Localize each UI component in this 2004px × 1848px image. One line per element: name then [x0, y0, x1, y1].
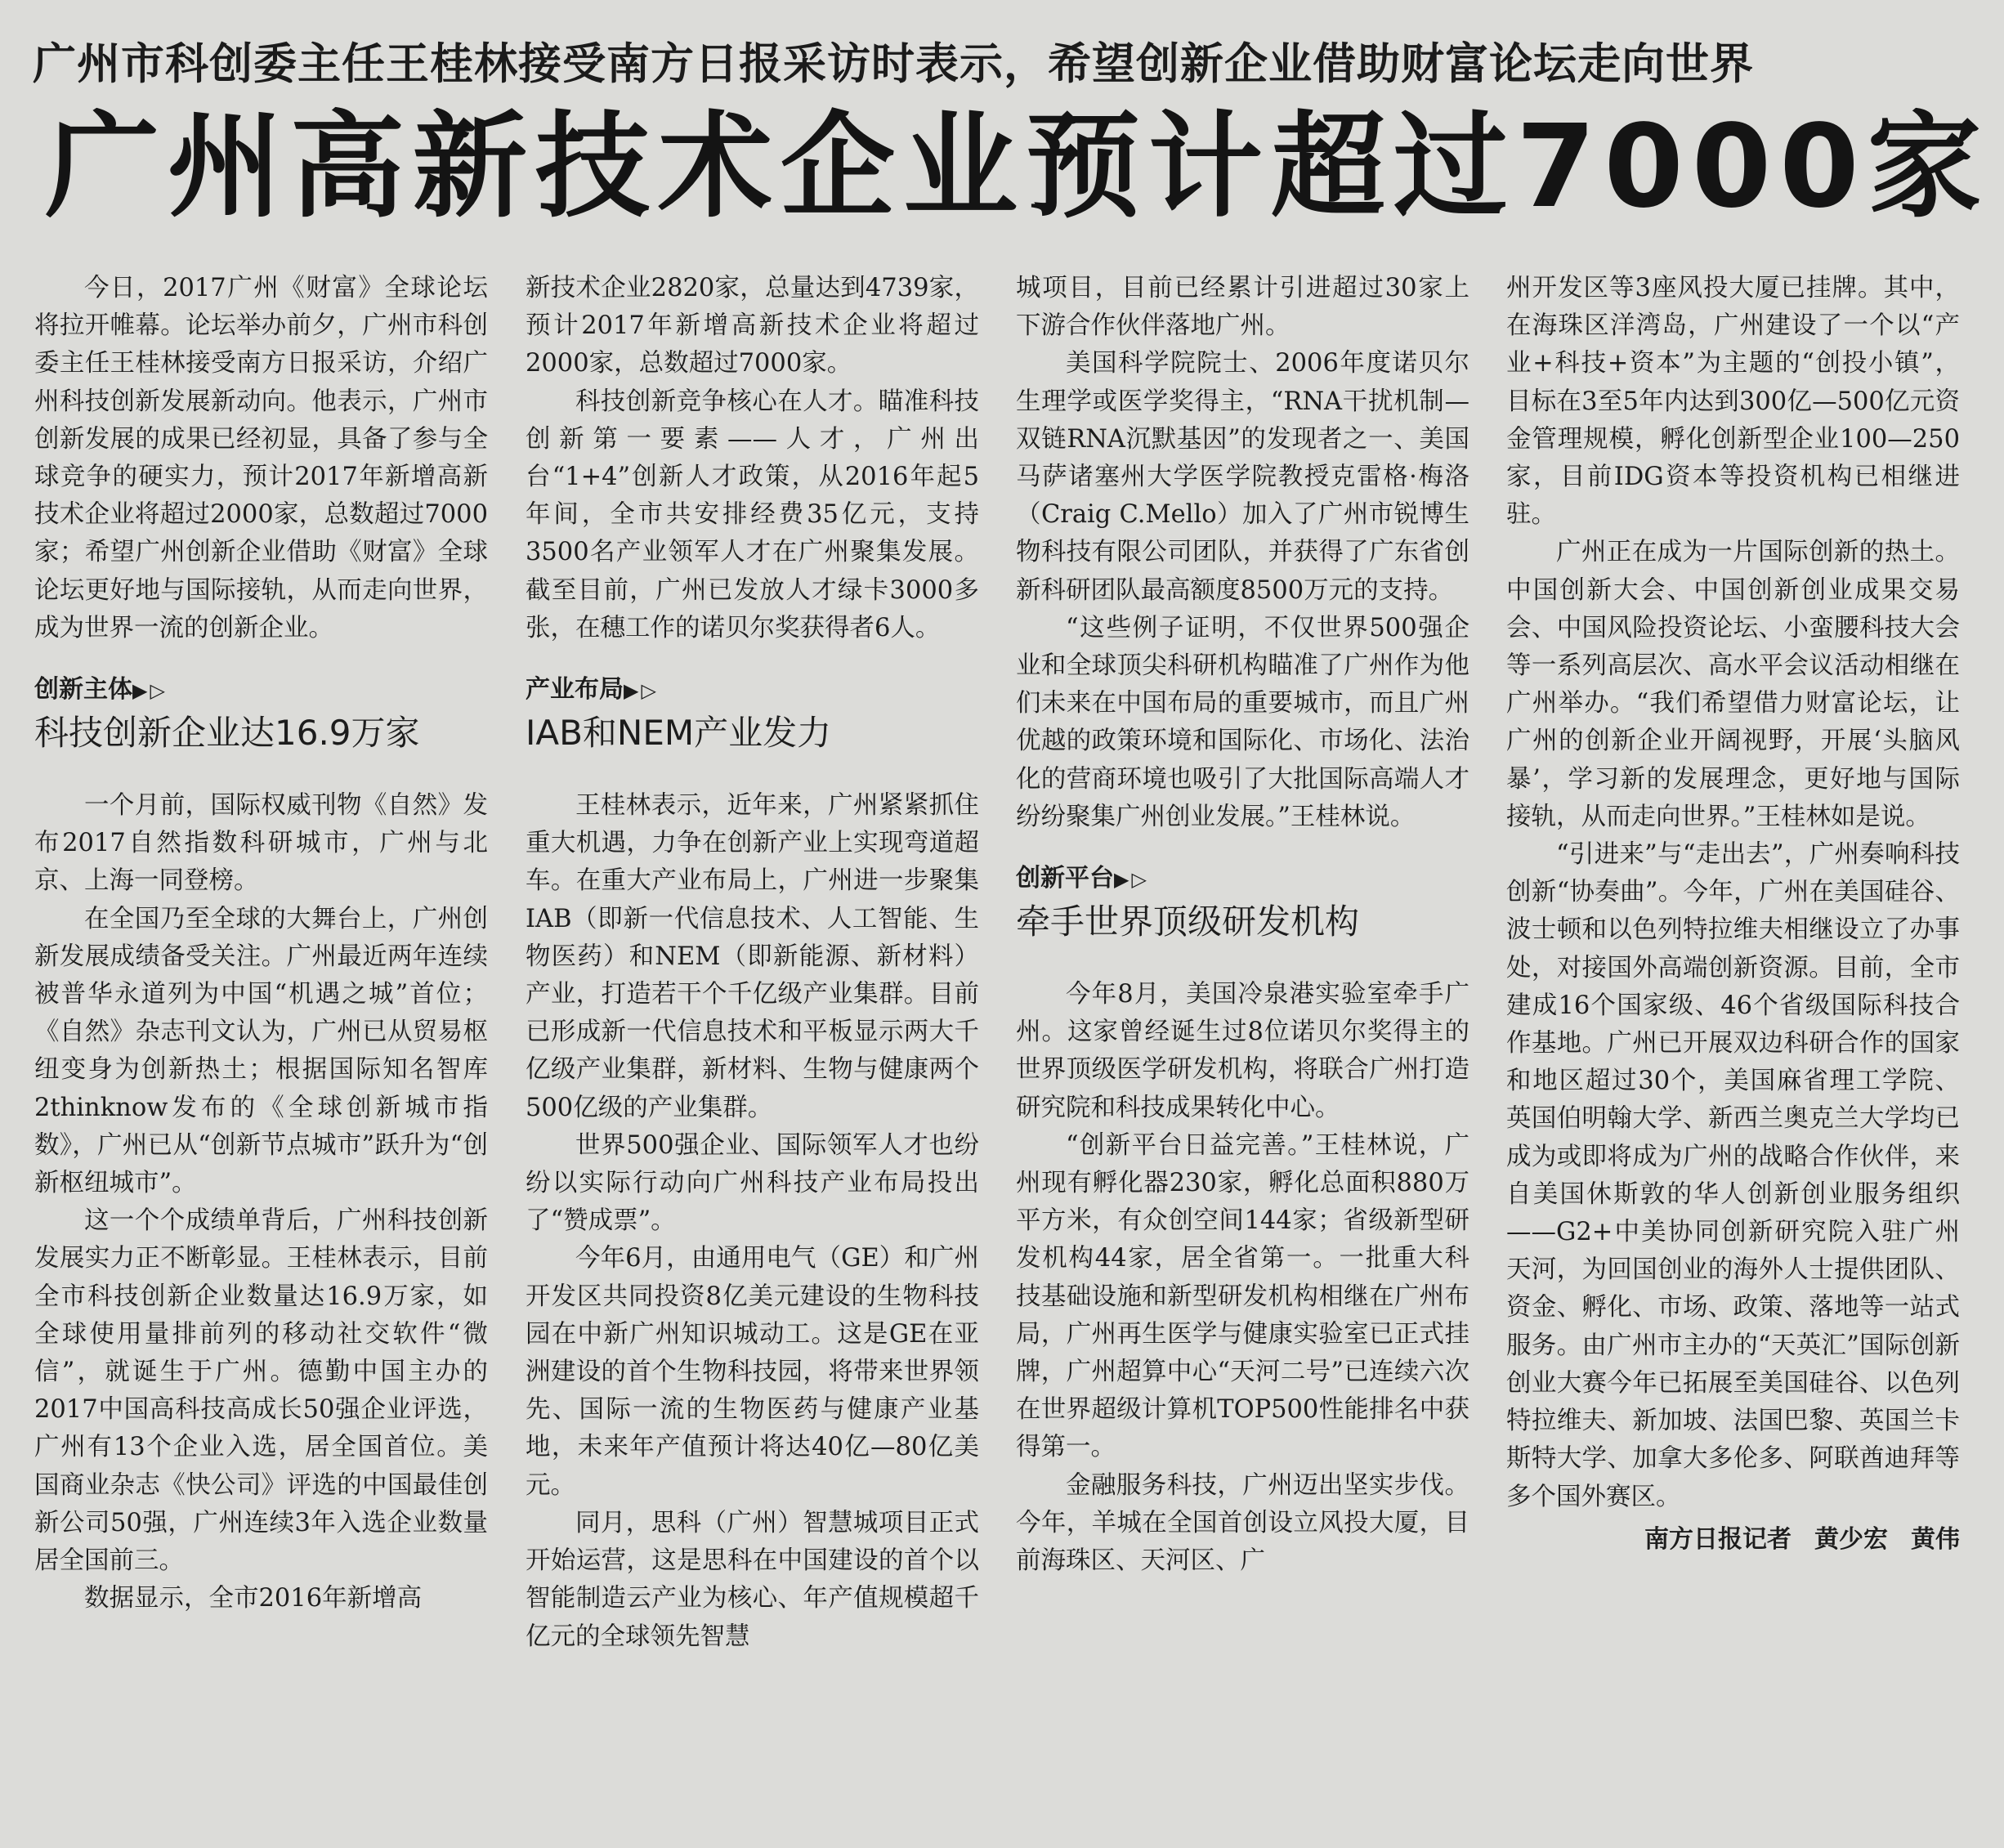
- byline: [1506, 1521, 1960, 1559]
- article-column-3: [1016, 270, 1469, 1798]
- paragraph: “这些例子证明，不仅世界500强企业和全球顶尖科研机构瞄准了广州作为他们未来在中国布局的重要城市，而且广州优越的政策环境和国际化、市场化、法治化的营商环境也吸引了大批国际高端人才纷纷聚集广州创业发展。”王桂林说。: [1016, 613, 1469, 831]
- paragraph: 数据显示，全市2016年新增高: [84, 1584, 423, 1613]
- article-column-2: [526, 270, 979, 1798]
- byline-author: 黄少宏: [1814, 1524, 1888, 1554]
- paragraph: 世界500强企业、国际领军人才也纷纷以实际行动向广州科技产业布局投出了“赞成票”。: [526, 1130, 979, 1236]
- section-tag: 产业布局: [526, 675, 624, 705]
- paragraph: “引进来”与“走出去”，广州奏响科技创新“协奏曲”。今年，广州在美国硅谷、波士顿和以色列特拉维夫相继设立了办事处，对接国外高端创新资源。目前，全市建成16个国家级、46个省级国际科技合作基地。广州已开展双边科研合作的国家和地区超过30个，美国麻省理工学院、英国伯明翰大学、新西兰奥克兰大学均已成为或即将成为广州的战略合作伙伴，来自美国休斯敦的华人创新创业服务组织——G2+中美协同创新研究院入驻广州天河，为回国创业的海外人士提供团队、资金、孵化、市场、政策、落地等一站式服务。由广州市主办的“天英汇”国际创新创业大赛今年已拓展至美国硅谷、以色列特拉维夫、新加坡、法国巴黎、英国兰卡斯特大学、加拿大多伦多、阿联酋迪拜等多个国外赛区。: [1506, 840, 1960, 1511]
- section-arrow-icon: ▶▷: [624, 679, 659, 703]
- paragraph: 科技创新竞争核心在人才。瞄准科技创新第一要素——人才，广州出台“1+4”创新人才政策，从2016年起5年间，全市共安排经费35亿元，支持3500名产业领军人才在广州聚集发展。截至目前，广州已发放人才绿卡3000多张，在穗工作的诺贝尔奖获得者6人。: [526, 387, 979, 642]
- paragraph: 同月，思科（广州）智慧城项目正式开始运营，这是思科在中国建设的首个以智能制造云产业为核心、年产值规模超千亿元的全球领先智慧: [526, 1508, 979, 1651]
- paragraph: 今年8月，美国冷泉港实验室牵手广州。这家曾经诞生过8位诺贝尔奖得主的世界顶级医学研发机构，将联合广州打造研究院和科技成果转化中心。: [1016, 980, 1469, 1122]
- section-title: IAB和NEM产业发力: [526, 713, 832, 754]
- paragraph: 王桂林表示，近年来，广州紧紧抓住重大机遇，力争在创新产业上实现弯道超车。在重大产业布局上，广州进一步聚集IAB（即新一代信息技术、人工智能、生物医药）和NEM（即新能源、新材料）产业，打造若干个千亿级产业集群。目前已形成新一代信息技术和平板显示两大千亿级产业集群，新材料、生物与健康两个500亿级的产业集群。: [526, 791, 979, 1122]
- section-heading: [34, 672, 488, 758]
- section-title: 科技创新企业达16.9万家: [34, 713, 420, 754]
- section-title: 牵手世界顶级研发机构: [1016, 902, 1360, 942]
- paragraph: 美国科学院院士、2006年度诺贝尔生理学或医学奖得主，“RNA干扰机制—双链RNA沉默基因”的发现者之一、美国马萨诸塞州大学医学院教授克雷格·梅洛（Craig C.Mello）加入了广州市锐博生物科技有限公司团队，并获得了广东省创新科研团队最高额度8500万元的支持。: [1016, 349, 1469, 605]
- section-heading: [526, 672, 979, 758]
- paragraph: 新技术企业2820家，总量达到4739家，预计2017年新增高新技术企业将超过2000家，总数超过7000家。: [526, 274, 979, 378]
- article-column-4: [1506, 270, 1960, 1798]
- paragraph: “创新平台日益完善。”王桂林说，广州现有孵化器230家，孵化总面积880万平方米，有众创空间144家；省级新型研发机构44家，居全省第一。一批重大科技基础设施和新型研发机构相继在广州布局，广州再生医学与健康实验室已正式挂牌，广州超算中心“天河二号”已连续六次在世界超级计算机TOP500性能排名中获得第一。: [1016, 1130, 1469, 1462]
- section-arrow-icon: ▶▷: [132, 679, 168, 703]
- paragraph: 金融服务科技，广州迈出坚实步伐。今年，羊城在全国首创设立风投大厦，目前海珠区、天河区、广: [1016, 1470, 1469, 1576]
- article-column-1: [34, 270, 488, 1798]
- article-subheadline: 广州市科创委主任王桂林接受南方日报采访时表示，希望创新企业借助财富论坛走向世界: [33, 39, 1754, 89]
- paragraph: 在全国乃至全球的大舞台上，广州创新发展成绩备受关注。广州最近两年连续被普华永道列为中国“机遇之城”首位；《自然》杂志刊文认为，广州已从贸易枢纽变身为创新热土；根据国际知名智库2thinknow发布的《全球创新城市指数》，广州已从“创新节点城市”跃升为“创新枢纽城市”。: [34, 904, 488, 1198]
- section-heading: [1016, 861, 1469, 946]
- paragraph: 今日，2017广州《财富》全球论坛将拉开帷幕。论坛举办前夕，广州市科创委主任王桂林接受南方日报采访，介绍广州科技创新发展新动向。他表示，广州市创新发展的成果已经初显，具备了参与全球竞争的硬实力，预计2017年新增高新技术企业将超过2000家，总数超过7000家；希望广州创新企业借助《财富》全球论坛更好地与国际接轨，从而走向世界，成为世界一流的创新企业。: [34, 274, 488, 642]
- paragraph: 今年6月，由通用电气（GE）和广州开发区共同投资8亿美元建设的生物科技园在中新广州知识城动工。这是GE在亚洲建设的首个生物科技园，将带来世界领先、国际一流的生物医药与健康产业基地，未来年产值预计将达40亿—80亿美元。: [526, 1244, 979, 1500]
- paragraph: 州开发区等3座风投大厦已挂牌。其中，在海珠区洋湾岛，广州建设了一个以“产业+科技+资本”为主题的“创投小镇”，目标在3至5年内达到300亿—500亿元资金管理规模，孵化创新型企业100—250家，目前IDG资本等投资机构已相继进驻。: [1506, 274, 1960, 530]
- section-tag: 创新平台: [1016, 864, 1114, 893]
- paragraph: 城项目，目前已经累计引进超过30家上下游合作伙伴落地广州。: [1016, 274, 1469, 341]
- paragraph: 广州正在成为一片国际创新的热土。中国创新大会、中国创新创业成果交易会、中国风险投资论坛、小蛮腰科技大会等一系列高层次、高水平会议活动相继在广州举办。“我们希望借力财富论坛，让广州的创新企业开阔视野，开展‘头脑风暴’，学习新的发展理念，更好地与国际接轨，从而走向世界。”王桂林如是说。: [1506, 538, 1960, 831]
- paragraph: 这一个个成绩单背后，广州科技创新发展实力正不断彰显。王桂林表示，目前全市科技创新企业数量达16.9万家，如全球使用量排前列的移动社交软件“微信”，就诞生于广州。德勤中国主办的2017中国高科技高成长50强企业评选，广州有13个企业入选，居全国首位。美国商业杂志《快公司》评选的中国最佳创新公司50强，广州连续3年入选企业数量居全国前三。: [34, 1206, 488, 1576]
- paragraph: 一个月前，国际权威刊物《自然》发布2017自然指数科研城市，广州与北京、上海一同登榜。: [34, 791, 488, 896]
- byline-author: 黄伟: [1911, 1524, 1960, 1554]
- article-headline: 广州高新技术企业预计超过7000家: [45, 101, 1990, 234]
- byline-prefix: 南方日报记者: [1644, 1524, 1792, 1554]
- section-tag: 创新主体: [34, 675, 132, 705]
- section-arrow-icon: ▶▷: [1114, 868, 1149, 892]
